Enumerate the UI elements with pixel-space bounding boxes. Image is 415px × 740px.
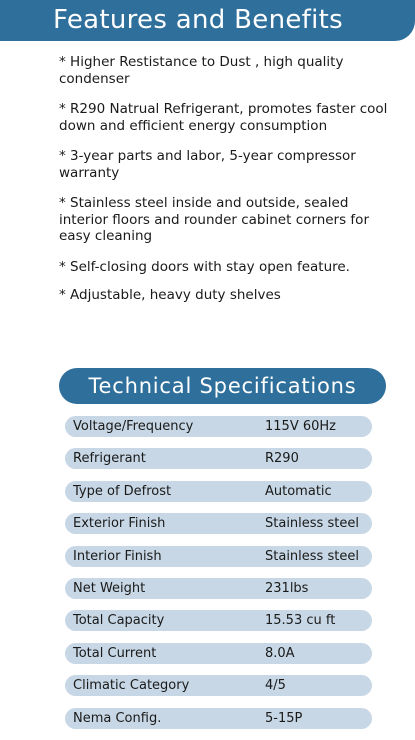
spec-value: 15.53 cu ft <box>265 613 336 629</box>
features-title: Features and Benefits <box>53 5 343 35</box>
feature-item: * Adjustable, heavy duty shelves <box>59 287 281 303</box>
spec-row-net-weight <box>65 578 372 599</box>
spec-row-climatic-category <box>65 675 372 696</box>
spec-label: Refrigerant <box>73 451 146 467</box>
specs-table <box>65 416 372 740</box>
spec-value: 5-15P <box>265 710 303 726</box>
spec-value: Automatic <box>265 483 332 499</box>
specs-title: Technical Specifications <box>88 374 357 398</box>
spec-label: Interior Finish <box>73 548 162 564</box>
spec-value: 115V 60Hz <box>265 419 336 434</box>
spec-value: 4/5 <box>265 678 286 694</box>
feature-item: * Stainless steel inside and outside, sealed interior floors and rounder cabinet corners for easy cleaning <box>59 195 369 244</box>
spec-value: 8.0A <box>265 645 295 661</box>
feature-item: * R290 Natrual Refrigerant, promotes faster cool down and efficient energy consumption <box>59 101 388 134</box>
specs-banner <box>59 368 386 404</box>
spec-row-defrost <box>65 481 372 502</box>
spec-row-voltage <box>65 416 372 437</box>
spec-row-interior-finish <box>65 546 372 567</box>
spec-value: 231lbs <box>265 580 309 596</box>
spec-label: Total Current <box>73 645 157 661</box>
feature-item: * 3-year parts and labor, 5-year compressor warranty <box>59 148 356 181</box>
spec-value: R290 <box>265 451 299 467</box>
spec-label: Nema Config. <box>73 710 162 726</box>
spec-value: Stainless steel <box>265 548 359 564</box>
spec-label: Net Weight <box>73 580 146 596</box>
feature-item: * Higher Restistance to Dust , high quality condenser <box>59 54 344 87</box>
spec-row-refrigerant <box>65 448 372 469</box>
features-list <box>59 54 399 318</box>
spec-row-total-current <box>65 643 372 664</box>
spec-label: Type of Defrost <box>73 483 172 499</box>
features-banner <box>0 0 415 41</box>
spec-row-nema-config <box>65 708 372 729</box>
spec-label: Exterior Finish <box>73 516 166 532</box>
spec-row-total-capacity <box>65 610 372 631</box>
feature-item: * Self-closing doors with stay open feature. <box>59 258 350 275</box>
spec-label: Voltage/Frequency <box>73 419 194 434</box>
spec-value: Stainless steel <box>265 516 359 532</box>
spec-row-exterior-finish <box>65 513 372 534</box>
spec-label: Total Capacity <box>73 613 165 629</box>
spec-label: Climatic Category <box>73 678 190 694</box>
